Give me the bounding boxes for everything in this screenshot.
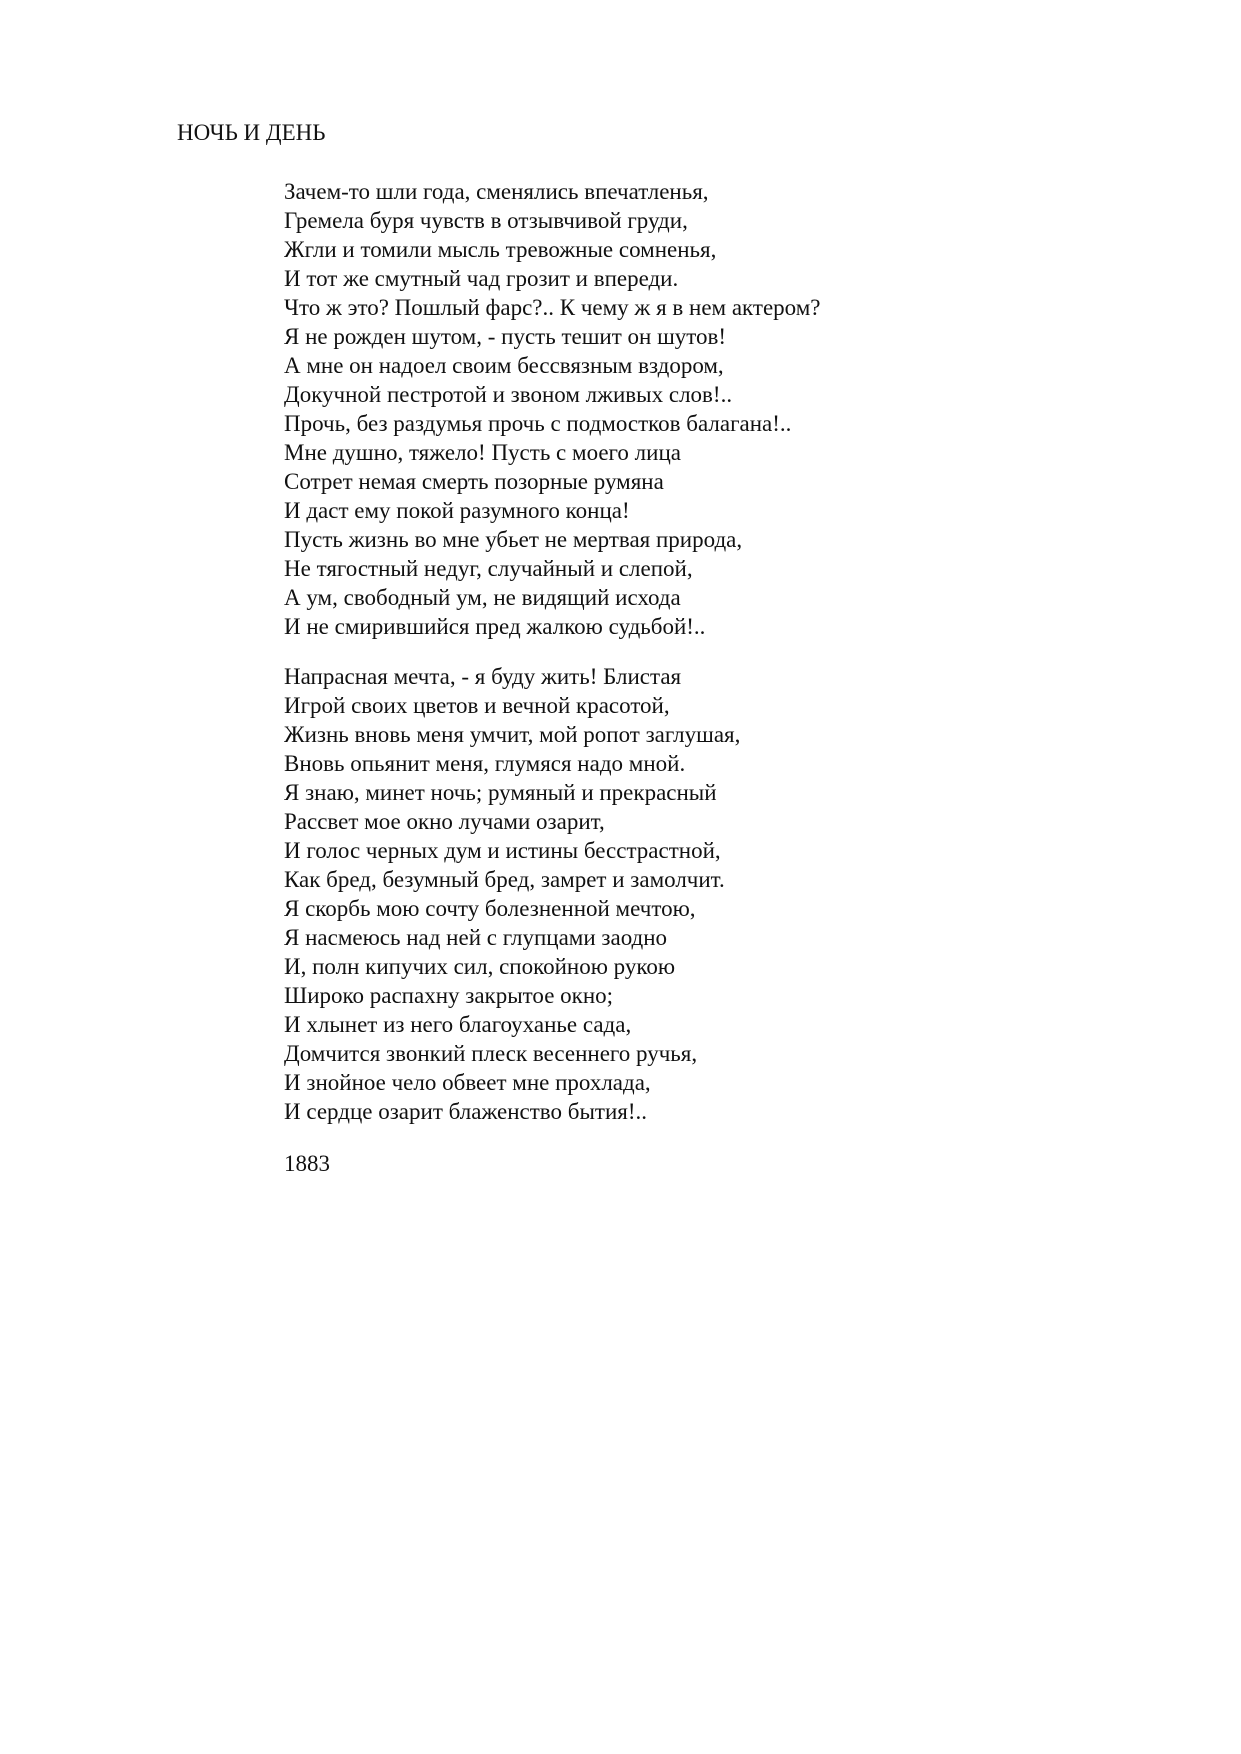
poem-line: И тот же смутный чад грозит и впереди.: [284, 266, 679, 291]
poem-line: И хлынет из него благоуханье сада,: [284, 1012, 632, 1037]
poem-line: А ум, свободный ум, не видящий исхода: [284, 585, 681, 610]
poem-line: Пусть жизнь во мне убьет не мертвая природа,: [284, 527, 743, 552]
poem-line: И не смирившийся пред жалкою судьбой!..: [284, 614, 706, 639]
poem-line: Мне душно, тяжело! Пусть с моего лица: [284, 440, 681, 465]
poem-line: Зачем-то шли года, сменялись впечатленья,: [284, 179, 709, 204]
poem-line: Широко распахну закрытое окно;: [284, 983, 614, 1008]
poem-year: 1883: [284, 1151, 330, 1176]
poem-line: Прочь, без раздумья прочь с подмостков балагана!..: [284, 411, 792, 436]
poem-line: Напрасная мечта, - я буду жить! Блистая: [284, 664, 682, 689]
poem-line: Игрой своих цветов и вечной красотой,: [284, 693, 670, 718]
poem-line: Я скорбь мою сочту болезненной мечтою,: [284, 896, 696, 921]
poem-line: И, полн кипучих сил, спокойною рукою: [284, 954, 676, 979]
poem-line: И даст ему покой разумного конца!: [284, 498, 630, 523]
poem-line: Жизнь вновь меня умчит, мой ропот заглушая,: [284, 722, 741, 747]
poem-title: НОЧЬ И ДЕНЬ: [177, 120, 326, 145]
poem-line: Я не рожден шутом, - пусть тешит он шутов!: [284, 324, 727, 349]
poem-line: Как бред, безумный бред, замрет и замолчит.: [284, 867, 725, 892]
poem-line: Рассвет мое окно лучами озарит,: [284, 809, 605, 834]
poem-line: И голос черных дум и истины бесстрастной,: [284, 838, 721, 863]
poem-line: Жгли и томили мысль тревожные сомненья,: [284, 237, 717, 262]
poem-line: Докучной пестротой и звоном лживых слов!..: [284, 382, 733, 407]
poem-line: Гремела буря чувств в отзывчивой груди,: [284, 208, 688, 233]
poem-line: Сотрет немая смерть позорные румяна: [284, 469, 664, 494]
poem-line: И сердце озарит блаженство бытия!..: [284, 1099, 648, 1124]
poem-line: А мне он надоел своим бессвязным вздором,: [284, 353, 724, 378]
poem-line: Домчится звонкий плеск весеннего ручья,: [284, 1041, 698, 1066]
poem-line: И знойное чело обвеет мне прохлада,: [284, 1070, 651, 1095]
poem-line: Что ж это? Пошлый фарс?.. К чему ж я в нем актером?: [284, 295, 821, 320]
poem-line: Я знаю, минет ночь; румяный и прекрасный: [284, 780, 717, 805]
poem-line: Не тягостный недуг, случайный и слепой,: [284, 556, 693, 581]
poem-line: Вновь опьянит меня, глумяся надо мной.: [284, 751, 686, 776]
stanza-2: [284, 662, 740, 1126]
stanza-1: [284, 177, 821, 641]
poem-line: Я насмеюсь над ней с глупцами заодно: [284, 925, 668, 950]
